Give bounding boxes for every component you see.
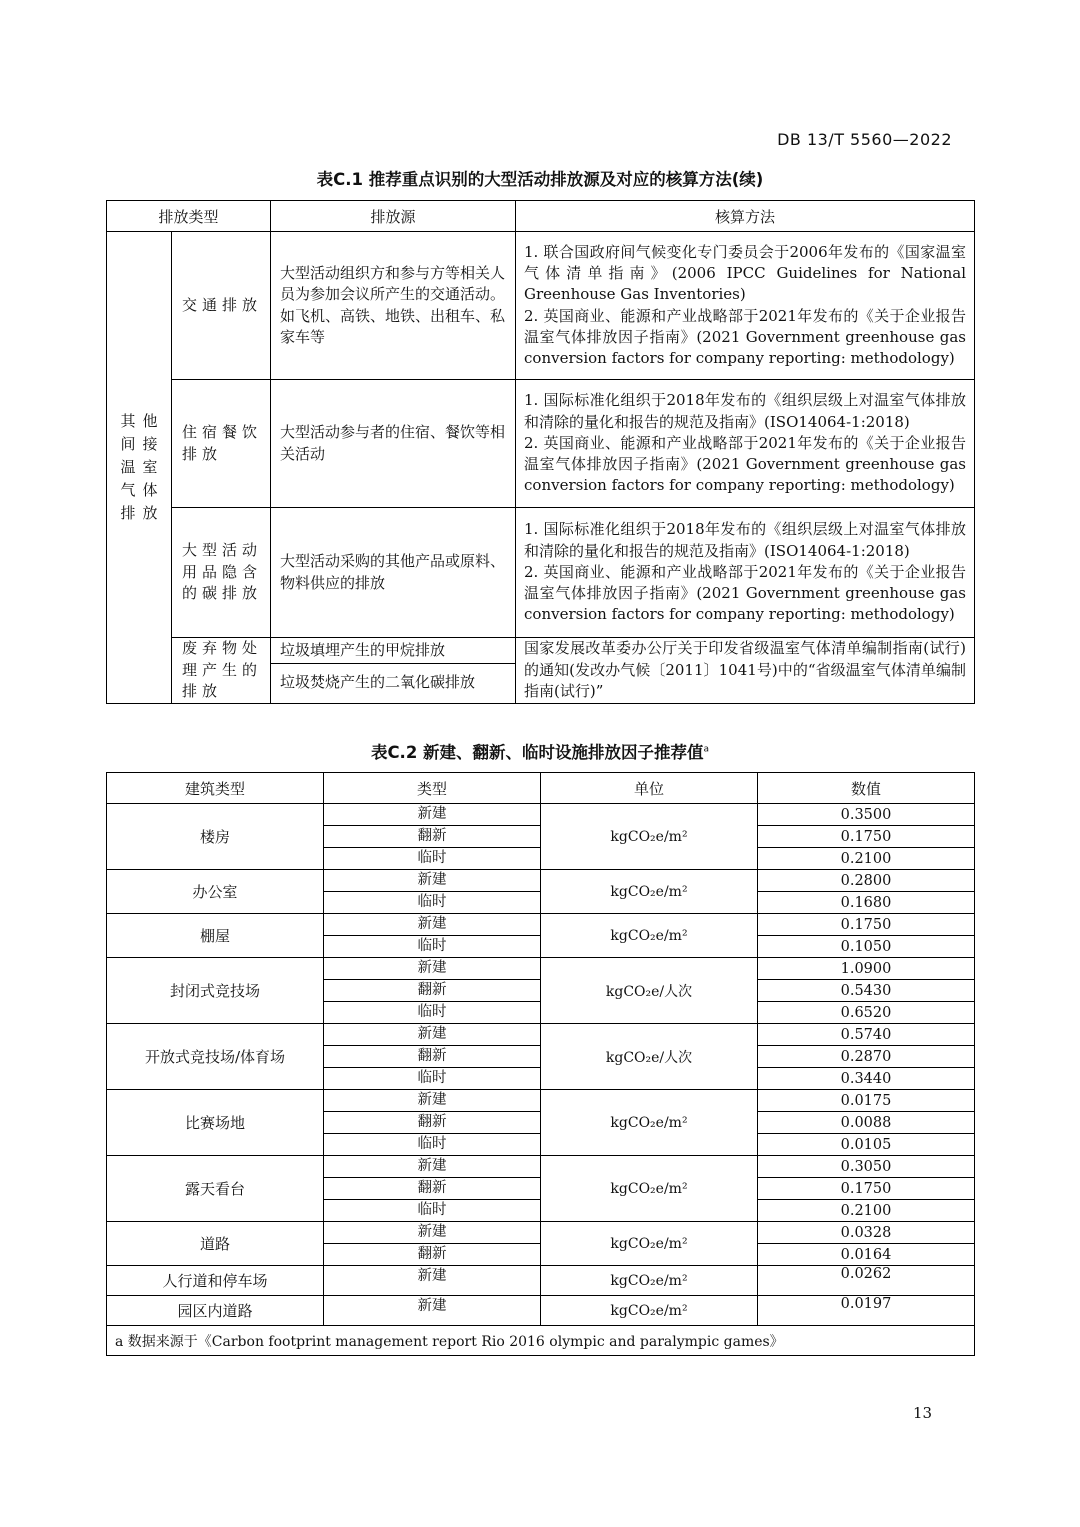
emission-factor-table: [106, 772, 975, 1356]
unit-cell: kgCO₂e/m²: [541, 1156, 758, 1222]
category-char: 排: [120, 503, 136, 522]
value-cell: 0.0262: [758, 1266, 975, 1296]
value-cell: 0.3500: [758, 804, 975, 826]
emission-source-cell: 大型活动采购的其他产品或原料、物料供应的排放: [271, 508, 516, 638]
kind-cell: 新建: [324, 870, 541, 892]
value-cell: 0.3440: [758, 1068, 975, 1090]
kind-cell: 临时: [324, 848, 541, 870]
kind-cell: 翻新: [324, 1046, 541, 1068]
table-row: [107, 1090, 975, 1112]
value-cell: 0.0164: [758, 1244, 975, 1266]
category-char: 室: [142, 457, 158, 476]
value-cell: 0.5430: [758, 980, 975, 1002]
table2-header-row: [107, 773, 975, 804]
value-cell: 0.0105: [758, 1134, 975, 1156]
emission-type-cell: 大型活动用品隐含的碳排放: [172, 508, 271, 638]
category-char: 间: [120, 434, 136, 453]
header-kind: 类型: [324, 773, 541, 804]
kind-cell: 新建: [324, 914, 541, 936]
category-char: 温: [120, 457, 136, 476]
header-value: 数值: [758, 773, 975, 804]
table-row: [107, 804, 975, 826]
kind-cell: 翻新: [324, 1178, 541, 1200]
kind-cell: 翻新: [324, 1244, 541, 1266]
footnote-row: [107, 1326, 975, 1356]
building-type-cell: 办公室: [107, 870, 324, 914]
building-type-cell: 棚屋: [107, 914, 324, 958]
unit-cell: kgCO₂e/m²: [541, 1090, 758, 1156]
header-accounting-method: 核算方法: [516, 201, 975, 232]
category-char: 气: [120, 480, 136, 499]
table-row: [107, 870, 975, 892]
building-type-cell: 比赛场地: [107, 1090, 324, 1156]
table1-header-row: [107, 201, 975, 232]
kind-cell: 翻新: [324, 1112, 541, 1134]
kind-cell: 临时: [324, 1002, 541, 1024]
category-label: [117, 410, 161, 525]
accounting-method-cell: 1. 国际标准化组织于2018年发布的《组织层级上对温室气体排放和清除的量化和报告的规范及指南》(ISO14064-1:2018) 2. 英国商业、能源和产业战略部于2021年发布的《关于企业报告温室气体排放因子指南》(2021 Government greenhouse gas conversion factors for company reporting: methodology): [516, 380, 975, 508]
category-char: 他: [142, 411, 158, 430]
unit-cell: kgCO₂e/m²: [541, 1296, 758, 1326]
page-number: 13: [913, 1404, 933, 1422]
value-cell: 0.2870: [758, 1046, 975, 1068]
table1-caption: 表C.1 推荐重点识别的大型活动排放源及对应的核算方法(续): [316, 170, 764, 189]
value-cell: 0.1750: [758, 826, 975, 848]
table-row: [107, 1296, 975, 1326]
category-char: 放: [142, 503, 158, 522]
table2-caption-footnote-mark: a: [703, 744, 710, 755]
kind-cell: 翻新: [324, 980, 541, 1002]
kind-cell: 新建: [324, 958, 541, 980]
value-cell: 0.1680: [758, 892, 975, 914]
unit-cell: kgCO₂e/m²: [541, 804, 758, 870]
kind-cell: 新建: [324, 1024, 541, 1046]
unit-cell: kgCO₂e/m²: [541, 870, 758, 914]
value-cell: 0.0175: [758, 1090, 975, 1112]
unit-cell: kgCO₂e/人次: [541, 1024, 758, 1090]
kind-cell: 新建: [324, 1156, 541, 1178]
building-type-cell: 露天看台: [107, 1156, 324, 1222]
kind-cell: 临时: [324, 1134, 541, 1156]
building-type-cell: 开放式竞技场/体育场: [107, 1024, 324, 1090]
kind-cell: 新建: [324, 1222, 541, 1244]
value-cell: 0.1050: [758, 936, 975, 958]
value-cell: 0.0197: [758, 1296, 975, 1326]
kind-cell: 临时: [324, 892, 541, 914]
building-type-cell: 楼房: [107, 804, 324, 870]
category-char: 接: [142, 434, 158, 453]
emission-type-cell: 废弃物处理产生的排放: [172, 638, 271, 704]
accounting-method-cell: 国家发展改革委办公厅关于印发省级温室气体清单编制指南(试行)的通知(发改办气候〔2011〕1041号)中的“省级温室气体清单编制指南(试行)”: [516, 638, 975, 704]
header-unit: 单位: [541, 773, 758, 804]
kind-cell: 翻新: [324, 826, 541, 848]
unit-cell: kgCO₂e/m²: [541, 1222, 758, 1266]
building-type-cell: 道路: [107, 1222, 324, 1266]
kind-cell: 临时: [324, 936, 541, 958]
value-cell: 0.0088: [758, 1112, 975, 1134]
emission-source-cell: 垃圾焚烧产生的二氧化碳排放: [271, 663, 516, 703]
emission-type-cell: 住宿餐饮排放: [172, 380, 271, 508]
value-cell: 0.3050: [758, 1156, 975, 1178]
category-char: 其: [120, 411, 136, 430]
emission-source-cell: 大型活动组织方和参与方等相关人员为参加会议所产生的交通活动。如飞机、高铁、地铁、出租车、私家车等: [271, 232, 516, 380]
building-type-cell: 封闭式竞技场: [107, 958, 324, 1024]
emission-sources-table: [106, 200, 975, 704]
value-cell: 0.2100: [758, 848, 975, 870]
value-cell: 0.2800: [758, 870, 975, 892]
value-cell: 0.1750: [758, 914, 975, 936]
document-code: DB 13/T 5560—2022: [777, 130, 952, 149]
unit-cell: kgCO₂e/人次: [541, 958, 758, 1024]
header-emission-type: 排放类型: [107, 201, 271, 232]
table2-caption: [0, 739, 1080, 763]
emission-source-cell: 垃圾填埋产生的甲烷排放: [271, 638, 516, 664]
table-row: [107, 1024, 975, 1046]
building-type-cell: 人行道和停车场: [107, 1266, 324, 1296]
value-cell: 0.0328: [758, 1222, 975, 1244]
value-cell: 0.2100: [758, 1200, 975, 1222]
emission-type-cell: 交通排放: [172, 232, 271, 380]
kind-cell: 新建: [324, 1090, 541, 1112]
table-row: [107, 1222, 975, 1244]
kind-cell: 新建: [324, 804, 541, 826]
accounting-method-cell: 1. 国际标准化组织于2018年发布的《组织层级上对温室气体排放和清除的量化和报告的规范及指南》(ISO14064-1:2018) 2. 英国商业、能源和产业战略部于2021年发布的《关于企业报告温室气体排放因子指南》(2021 Government greenhouse gas conversion factors for company reporting: methodology): [516, 508, 975, 638]
header-emission-source: 排放源: [271, 201, 516, 232]
table-row: [107, 1156, 975, 1178]
table-row: [107, 1266, 975, 1296]
kind-cell: 临时: [324, 1068, 541, 1090]
header-building-type: 建筑类型: [107, 773, 324, 804]
table2-caption-text: 表C.2 新建、翻新、临时设施排放因子推荐值: [370, 743, 704, 762]
kind-cell: 新建: [324, 1296, 541, 1326]
table-row: [107, 508, 975, 638]
value-cell: 0.5740: [758, 1024, 975, 1046]
value-cell: 1.0900: [758, 958, 975, 980]
table-row: [107, 638, 975, 664]
value-cell: 0.1750: [758, 1178, 975, 1200]
emission-source-cell: 大型活动参与者的住宿、餐饮等相关活动: [271, 380, 516, 508]
footnote-cell: a 数据来源于《Carbon footprint management report Rio 2016 olympic and paralympic games》: [107, 1326, 975, 1356]
category-char: 体: [142, 480, 158, 499]
unit-cell: kgCO₂e/m²: [541, 1266, 758, 1296]
table-row: [107, 232, 975, 380]
table-row: [107, 958, 975, 980]
table-row: [107, 380, 975, 508]
building-type-cell: 园区内道路: [107, 1296, 324, 1326]
table-row: [107, 914, 975, 936]
unit-cell: kgCO₂e/m²: [541, 914, 758, 958]
kind-cell: 新建: [324, 1266, 541, 1296]
value-cell: 0.6520: [758, 1002, 975, 1024]
kind-cell: 临时: [324, 1200, 541, 1222]
category-cell: [107, 232, 172, 704]
accounting-method-cell: 1. 联合国政府间气候变化专门委员会于2006年发布的《国家温室气体清单指南》(2006 IPCC Guidelines for National Greenhouse Gas Inventories) 2. 英国商业、能源和产业战略部于2021年发布的《关于企业报告温室气体排放因子指南》(2021 Government greenhouse gas conversion factors for company reporting: methodology): [516, 232, 975, 380]
